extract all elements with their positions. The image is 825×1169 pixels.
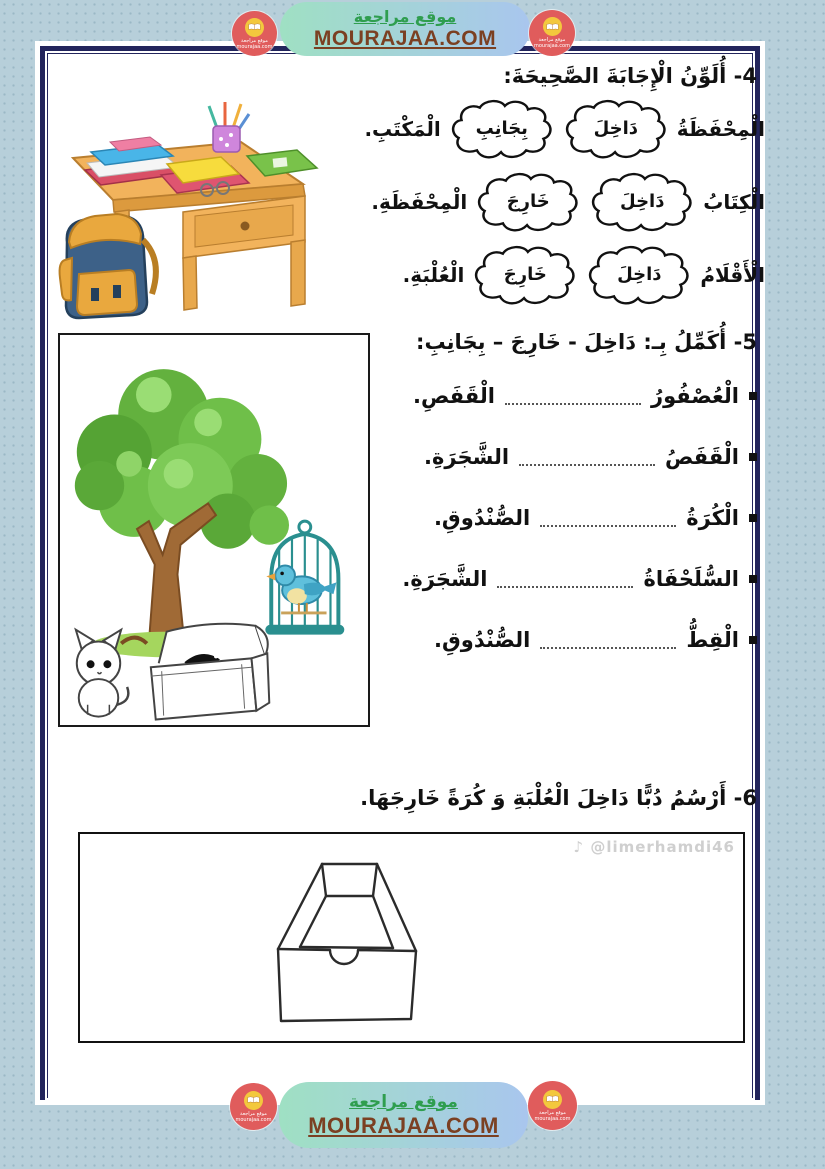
scene-image-box — [58, 333, 370, 727]
subject-word: الْمِحْفَظَةُ — [676, 117, 765, 141]
subject-word: الْعُصْفُورُ — [651, 384, 739, 408]
footer-logo-badge-right — [528, 1081, 577, 1130]
site-url: MOURAJAA.COM — [308, 1112, 499, 1138]
badge-text-url: mourajaa.com — [533, 43, 570, 49]
subject-word: الْكِتَابُ — [703, 190, 765, 214]
option-word: خَارِجَ — [506, 190, 550, 212]
badge-text-ar: موقع مراجعة — [538, 37, 566, 43]
watermark — [574, 838, 735, 856]
object-word: الْقَفَصِ. — [413, 384, 495, 408]
object-word: الصُّنْدُوقِ. — [434, 628, 531, 652]
subject-word: الْقَفَصُ — [665, 445, 739, 469]
book-icon — [543, 17, 562, 36]
badge-text-url: mourajaa.com — [236, 43, 273, 50]
badge-text-ar: موقع مراجعة — [241, 37, 268, 44]
open-box-drawing — [274, 862, 420, 1024]
option-cloud[interactable] — [586, 243, 692, 307]
watermark-handle: @limerhamdi46 — [590, 838, 735, 856]
header-logo-badge-right — [529, 10, 575, 56]
option-cloud[interactable] — [563, 97, 669, 161]
site-name-arabic: موقع مراجعة — [353, 6, 457, 26]
subject-word: الْقِطُّ — [686, 628, 739, 652]
object-word: الْعُلْبَةِ. — [402, 263, 465, 287]
list-item — [367, 441, 757, 473]
desk-backpack-illustration — [55, 92, 375, 320]
option-word: دَاخِلَ — [620, 190, 665, 212]
option-cloud[interactable] — [449, 97, 555, 161]
option-word: خَارِجَ — [503, 263, 547, 285]
question-5-title: 5- أُكَمِّلُ بِـ: دَاخِلَ - خَارِجَ – بِجَانِبِ: — [416, 330, 757, 354]
book-icon — [244, 1091, 263, 1110]
book-icon — [543, 1090, 562, 1109]
subject-word: الْكُرَةُ — [686, 506, 739, 530]
question-5-list — [367, 380, 757, 685]
footer-logo-badge-left — [230, 1083, 277, 1130]
answer-blank[interactable] — [497, 570, 633, 588]
list-item — [367, 502, 757, 534]
bullet-icon — [749, 453, 757, 461]
object-word: الشَّجَرَةِ. — [424, 445, 510, 469]
bullet-icon — [749, 575, 757, 583]
object-word: الْمِحْفَظَةِ. — [371, 190, 468, 214]
option-word: دَاخِلَ — [617, 263, 662, 285]
drawing-area-box[interactable] — [78, 832, 745, 1043]
badge-text-url: mourajaa.com — [534, 1115, 571, 1122]
question-6-title: 6- أَرْسُمُ دُبًّا دَاخِلَ الْعُلْبَةِ وَ كُرَةً خَارِجَهَا. — [360, 786, 757, 810]
subject-word: السُّلَحْفَاةُ — [643, 567, 739, 591]
option-word: بِجَانِبِ — [475, 117, 528, 139]
option-cloud[interactable] — [472, 243, 578, 307]
music-note-icon: ♪ — [573, 838, 585, 856]
answer-blank[interactable] — [540, 631, 676, 649]
badge-text-url: mourajaa.com — [235, 1116, 272, 1123]
list-item — [367, 563, 757, 595]
book-icon — [245, 18, 264, 37]
answer-blank[interactable] — [505, 387, 641, 405]
site-name-arabic: موقع مراجعة — [349, 1091, 458, 1112]
footer-banner — [279, 1082, 528, 1148]
header-logo-badge-left — [232, 11, 277, 56]
option-word: دَاخِلَ — [593, 117, 639, 139]
option-cloud[interactable] — [475, 170, 581, 234]
option-cloud[interactable] — [589, 170, 695, 234]
answer-blank[interactable] — [540, 509, 676, 527]
list-item — [367, 624, 757, 656]
object-word: الْمَكْتَبِ. — [364, 117, 441, 141]
object-word: الشَّجَرَةِ. — [402, 567, 488, 591]
subject-word: الْأَقْلَامُ — [700, 263, 765, 287]
site-url: MOURAJAA.COM — [313, 26, 497, 50]
badge-text-ar: موقع مراجعة — [240, 1110, 267, 1117]
bullet-icon — [749, 514, 757, 522]
tree-cage-cat-chest-illustration — [60, 335, 368, 725]
badge-text-ar: موقع مراجعة — [539, 1109, 566, 1116]
answer-blank[interactable] — [519, 448, 655, 466]
list-item — [367, 380, 757, 412]
bullet-icon — [749, 392, 757, 400]
bullet-icon — [749, 636, 757, 644]
header-banner — [280, 2, 530, 56]
object-word: الصُّنْدُوقِ. — [433, 506, 531, 530]
question-4-title: 4- أُلَوِّنُ الْإِجَابَةَ الصَّحِيحَةَ: — [503, 64, 757, 88]
